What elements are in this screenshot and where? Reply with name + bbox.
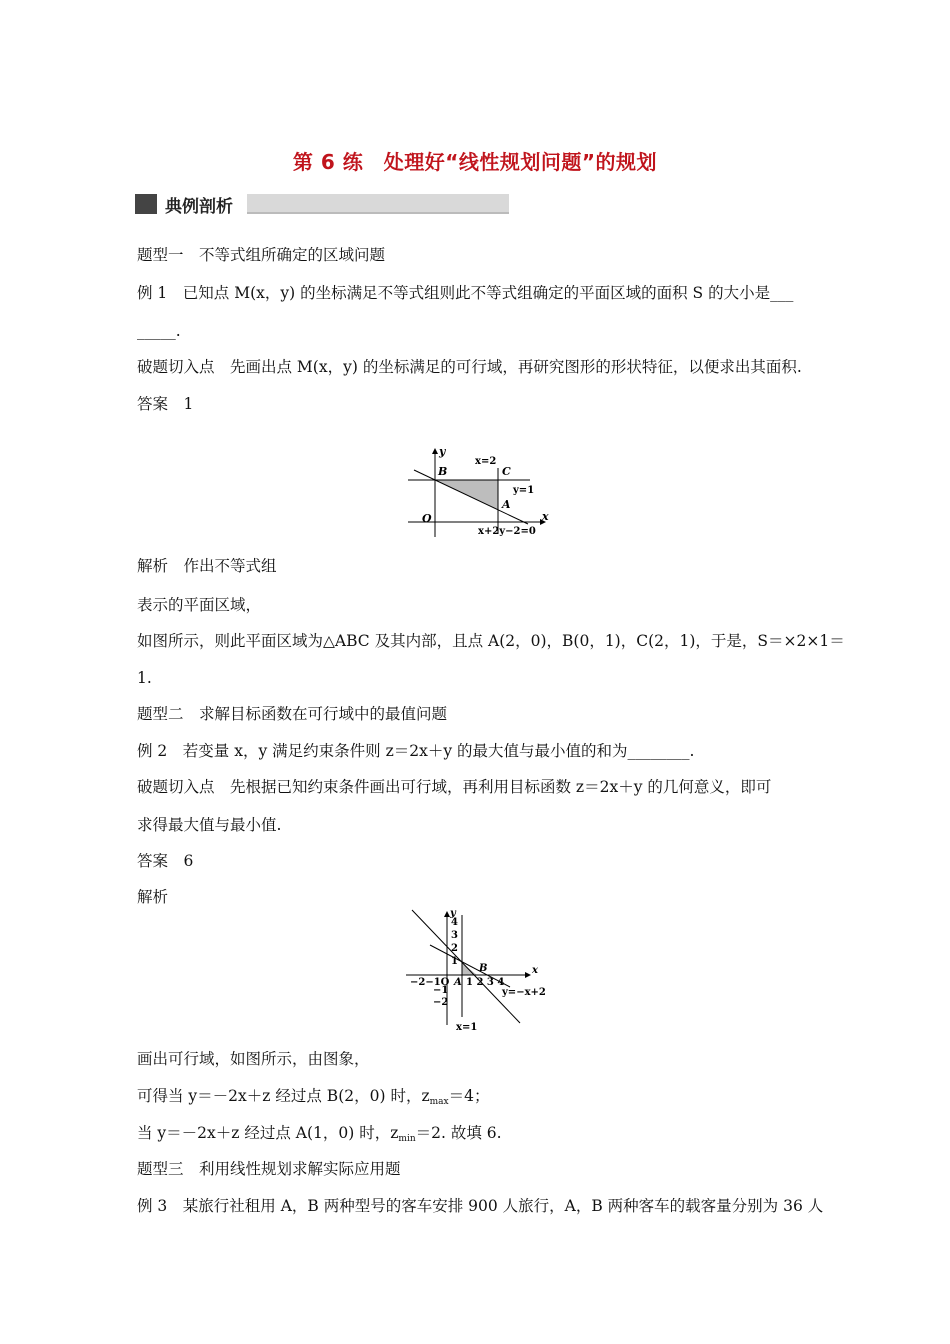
fig2-xtick-pos: 1 2 3 4	[466, 977, 505, 988]
fig2-x-eq: x=1	[456, 1022, 478, 1033]
example-3: 例 3 某旅行社租用 A，B 两种型号的客车安排 900 人旅行，A，B 两种客车的载客量分别为 36 人	[137, 1197, 824, 1215]
min-post: ＝2. 故填 6.	[415, 1124, 502, 1142]
solution-1c: 如图所示，则此平面区域为△ABC 及其内部，且点 A(2，0)，B(0，1)，C(2，1)，于是，S＝×2×1＝	[137, 632, 845, 650]
fig2-point-b: B	[479, 963, 488, 974]
section-rule	[247, 194, 509, 214]
fig2-y-label: y	[450, 908, 456, 919]
answer-2: 答案 6	[137, 852, 194, 870]
type-heading-3: 题型三 利用线性规划求解实际应用题	[137, 1160, 401, 1178]
fig2-ytick-4: 4	[451, 917, 458, 928]
fig1-y-label: y	[439, 445, 446, 458]
fig1-x-eq: x=2	[475, 456, 497, 467]
answer-1: 答案 1	[137, 395, 194, 413]
solution-1a: 解析 作出不等式组	[137, 557, 277, 575]
solution-1b: 表示的平面区域，	[137, 596, 262, 614]
fig1-line-eq: x+2y−2=0	[478, 526, 536, 537]
section-label: 典例剖析	[165, 196, 233, 217]
figure-1-feasible-region	[400, 442, 560, 542]
line-neg-2x	[412, 910, 520, 1023]
fig2-ytick-neg1: −1	[433, 985, 449, 996]
fig1-point-b: B	[438, 465, 448, 478]
fig2-ytick-2: 2	[451, 943, 458, 954]
y-axis-arrow	[432, 448, 438, 454]
fig2-ytick-3: 3	[451, 930, 458, 941]
hint-2b: 求得最大值与最小值.	[137, 816, 282, 834]
solution-2: 解析	[137, 888, 169, 906]
fig2-xtick-neg: −2−1O	[410, 977, 450, 988]
fig1-point-a: A	[502, 498, 511, 511]
hint-2a: 破题切入点 先根据已知约束条件画出可行域，再利用目标函数 z＝2x＋y 的几何意义，即可	[137, 778, 772, 796]
hint-1: 破题切入点 先画出点 M(x，y) 的坐标满足的可行域，再研究图形的形状特征，以便求出其面积.	[137, 358, 802, 376]
fig2-ytick-neg2: −2	[433, 997, 449, 1008]
section-header	[135, 193, 509, 215]
draw-sentence: 画出可行域，如图所示，由图象，	[137, 1050, 370, 1068]
example-2: 例 2 若变量 x，y 满足约束条件则 z＝2x＋y 的最大值与最小值的和为________.	[137, 742, 695, 760]
fig1-x-label: x	[542, 510, 549, 523]
type-heading-1: 题型一 不等式组所确定的区域问题	[137, 246, 386, 264]
max-pre: 可得当 y＝－2x＋z 经过点 B(2，0) 时，z	[137, 1087, 430, 1105]
min-sentence	[137, 1122, 502, 1150]
figure-2-feasible-region	[400, 905, 560, 1035]
min-pre: 当 y＝－2x＋z 经过点 A(1，0) 时，z	[137, 1124, 399, 1142]
max-sentence	[137, 1085, 489, 1113]
fig2-x-label: x	[532, 965, 538, 976]
section-marker	[135, 194, 157, 214]
example-1: 例 1 已知点 M(x，y) 的坐标满足不等式组则此不等式组确定的平面区域的面积 S 的大小是___	[137, 284, 794, 302]
fig2-line-eq: y=−x+2	[502, 987, 546, 998]
fig1-origin: O	[422, 512, 432, 525]
fig1-point-c: C	[502, 465, 511, 478]
min-sub: min	[398, 1134, 416, 1144]
fig1-y-eq: y=1	[513, 485, 535, 496]
solution-1d: 1.	[137, 669, 152, 687]
fig2-point-a: A	[454, 977, 462, 988]
max-sub: max	[429, 1097, 449, 1107]
type-heading-2: 题型二 求解目标函数在可行域中的最值问题	[137, 705, 448, 723]
max-post: ＝4；	[448, 1087, 490, 1105]
fig2-ytick-1: 1	[451, 956, 458, 967]
page-title: 第 6 练 处理好“线性规划问题”的规划	[292, 150, 658, 174]
x-axis-arrow	[525, 972, 531, 978]
example-1-blank: _____.	[137, 322, 181, 340]
